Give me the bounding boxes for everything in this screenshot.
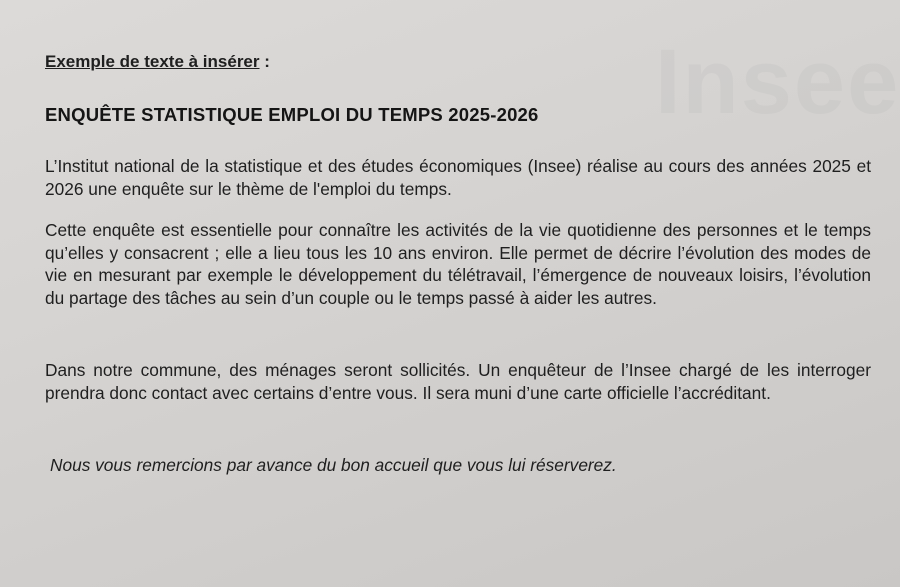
intro-label: Exemple de texte à insérer xyxy=(45,52,260,71)
closing-thanks: Nous vous remercions par avance du bon accueil que vous lui réserverez. xyxy=(50,455,617,475)
paragraph-purpose: Cette enquête est essentielle pour connaître les activités de la vie quotidienne des personnes et le temps qu’elles y consacrent ; elle a lieu tous les 10 ans environ. Elle permet de décrire l’évolution des modes de vie en mesurant par exemple le développement du télétravail, l’émergence de nouveaux loisirs, l’évolution du partage des tâches au sein d’un couple ou le temps passé à aider les autres. xyxy=(45,220,871,308)
intro-colon: : xyxy=(259,52,270,71)
paragraph-commune: Dans notre commune, des ménages seront sollicités. Un enquêteur de l’Insee chargé de les interroger prendra donc contact avec certains d’entre vous. Il sera muni d’une carte officielle l’accréditant. xyxy=(45,360,871,403)
paragraph-intro: L’Institut national de la statistique et des études économiques (Insee) réalise au cours des années 2025 et 2026 une enquête sur le thème de l'emploi du temps. xyxy=(45,156,871,199)
insee-watermark: Insee xyxy=(655,31,900,133)
intro-line xyxy=(45,52,270,72)
survey-title: ENQUÊTE STATISTIQUE EMPLOI DU TEMPS 2025-2026 xyxy=(45,104,539,125)
